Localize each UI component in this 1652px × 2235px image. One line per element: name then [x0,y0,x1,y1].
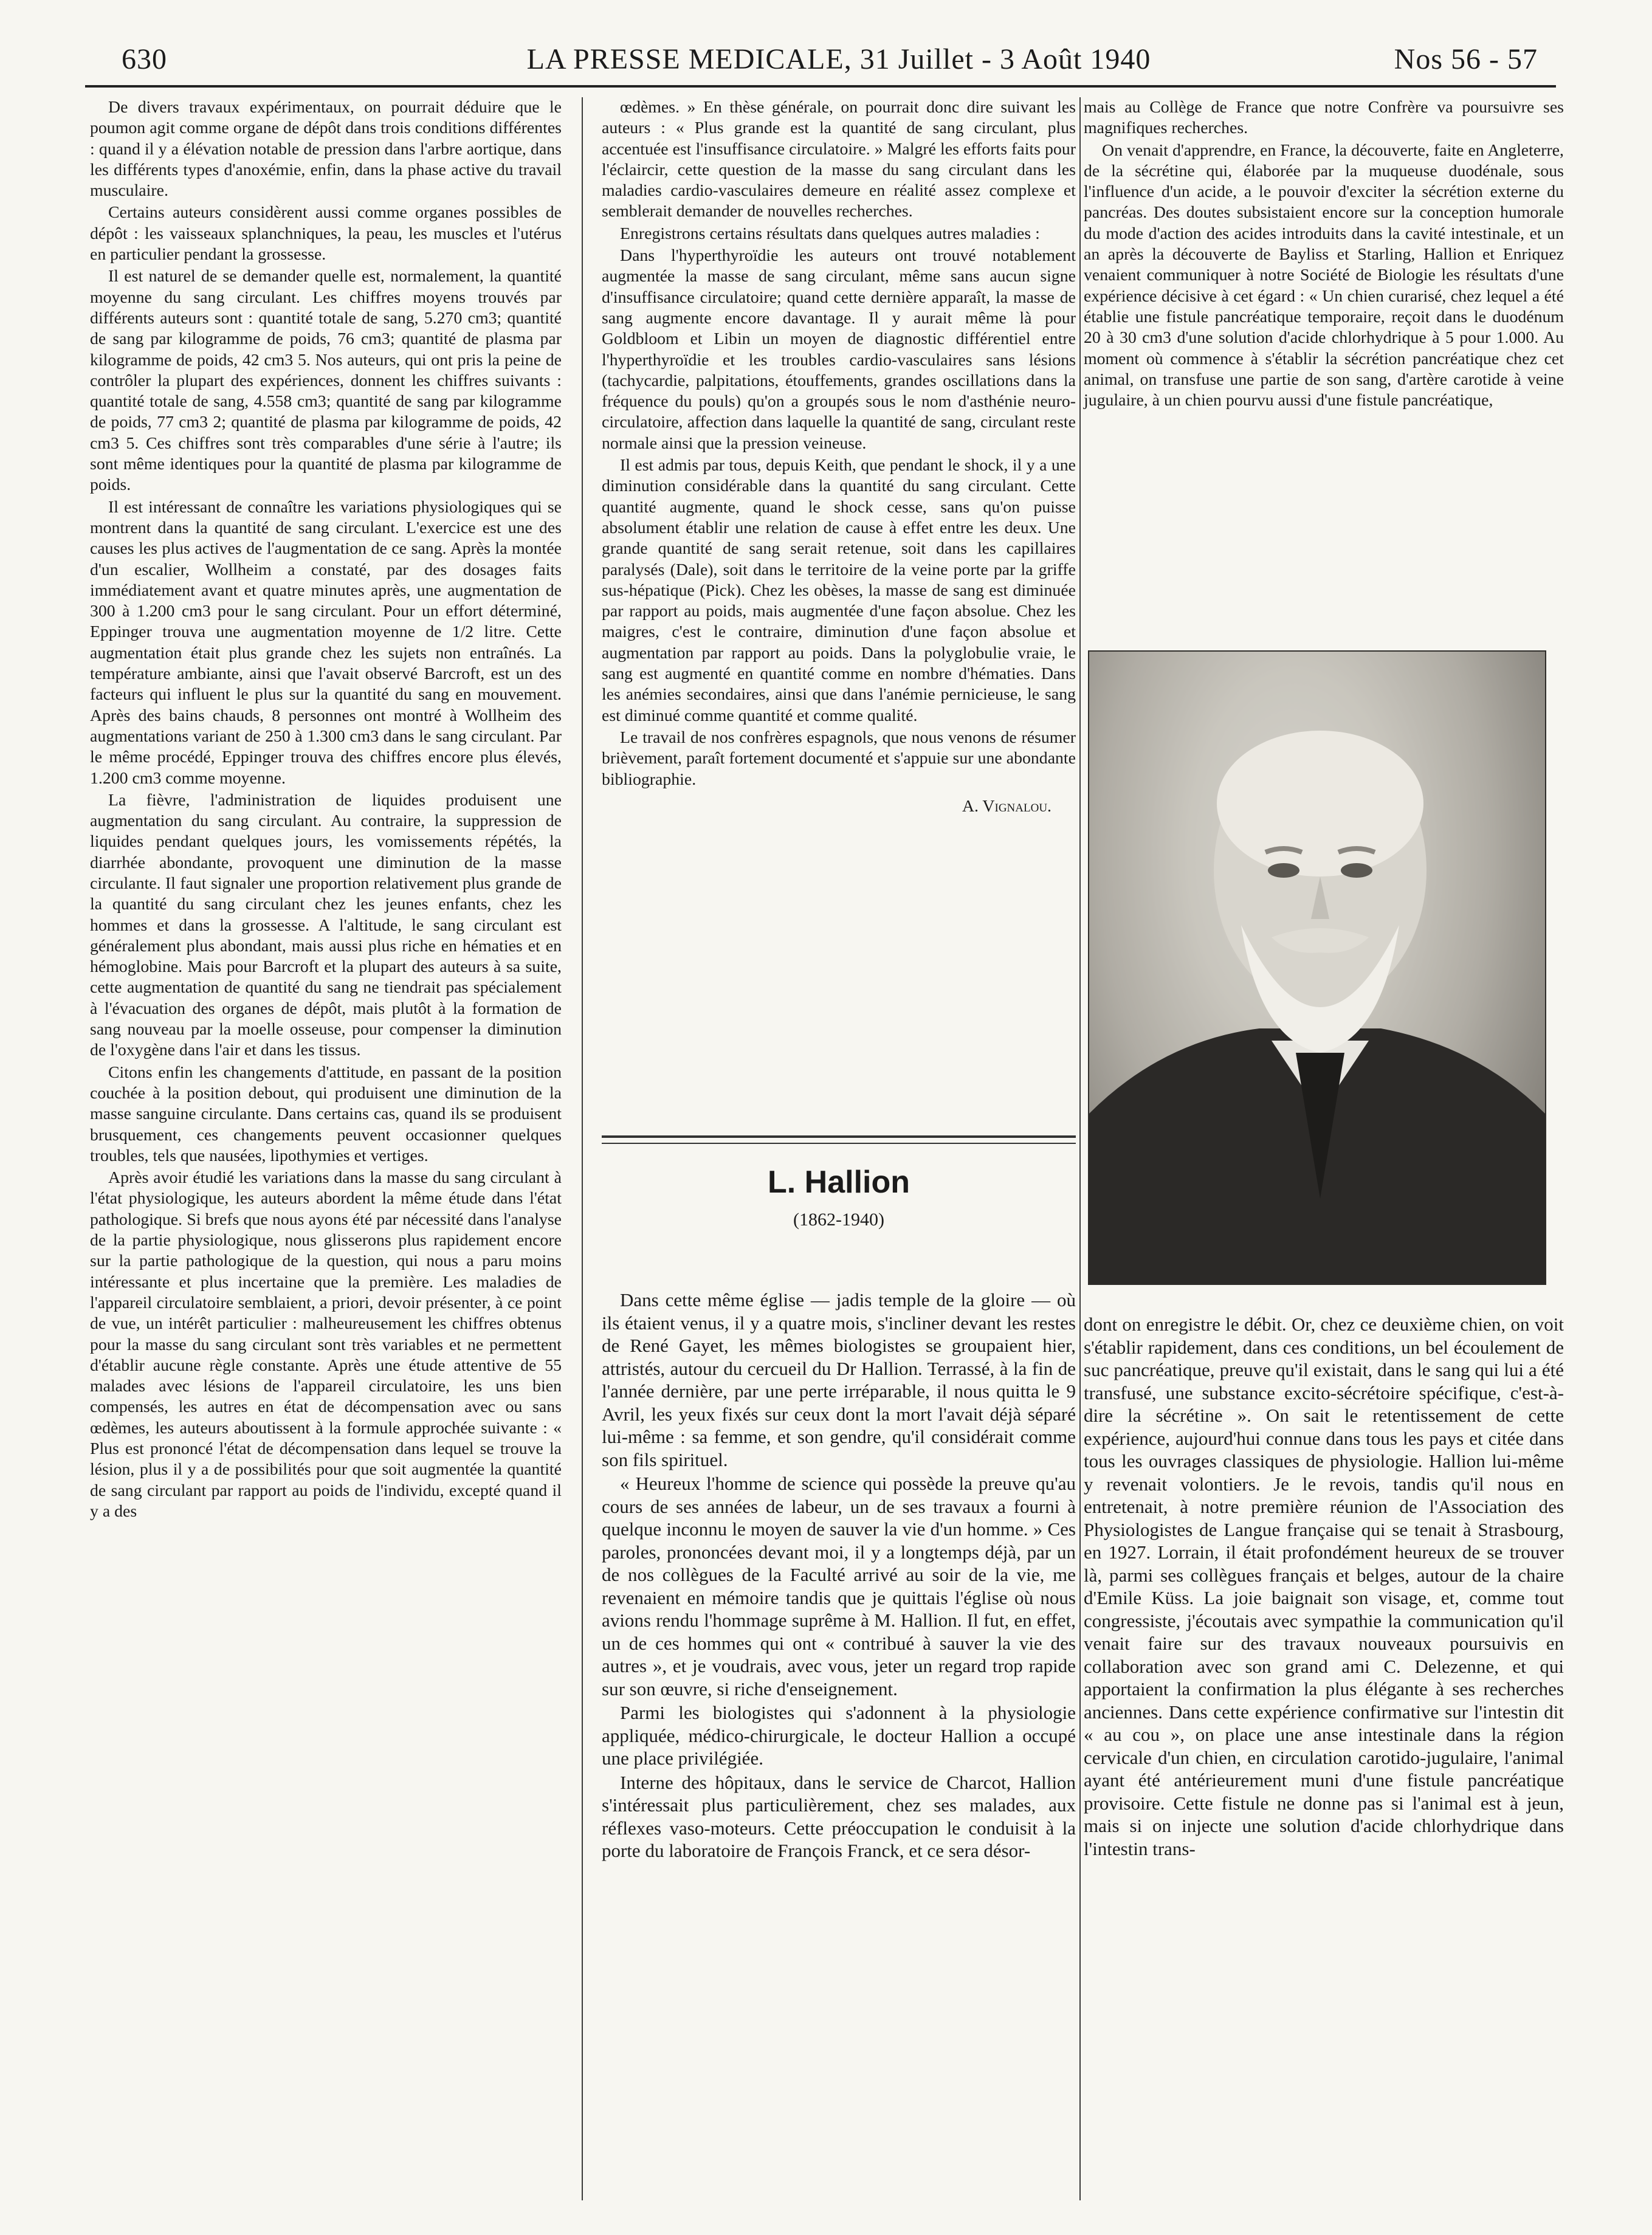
paragraph: dont on enregistre le débit. Or, chez ce deuxième chien, on voit s'établir rapidement, dans ces conditions, un bel écoulement de suc pancréatique, preuve qu'il existait, dans le sang qui lui a été transfusé, une substance excito-sécrétoire spécifique, c'est-à-dire la sécrétine ». On sait le retentissement de cette expérience, aujourd'hui connue dans tous les pays et citée dans tous les ouvrages classiques de physiologie. Hallion lui-même y revenait volontiers. Je le revois, tandis qu'il nous en entretenait, à notre première réunion de l'Association des Physiologistes de Langue française qui se tenait à Strasbourg, en 1927. Lorrain, il était profondément heureux de se trouver là, parmi ses collègues français et belges, autour de la chaire d'Emile Küss. La joie baignait son visage, et, comme tout congressiste, j'écoutais avec sympathie la communication qu'il venait faire sur des travaux nouveaux poursuivis en collaboration avec son grand ami C. Delezenne, et qui apportaient la confirmation la plus élégante à ses recherches anciennes. Dans cette expérience confirmative sur l'intestin dit « au cou », on place une anse intestinale dans la région cervicale d'un chien, en circulation carotido-jugulaire, l'animal ayant été antérieurement muni d'une fistule pancréatique provisoire. Cette fistule ne donne pas si l'animal est à jeun, mais si on injecte une solution d'acide chlorhydrique dans l'intestin trans- [1084,1314,1564,1859]
paragraph: Il est naturel de se demander quelle est, normalement, la quantité moyenne du sang circulant. Les chiffres moyens trouvés par différents auteurs sont : quantité totale de sang, 5.270 cm3; quantité de sang par kilogramme de poids, 76 cm3; quantité de plasma par kilogramme de poids, 42 cm3 5. Nos auteurs, qui ont pris la peine de contrôler la plupart des expériences, donnent les chiffres suivants : quantité totale de sang, 4.558 cm3; quantité de sang par kilogramme de poids, 77 cm3 2; quantité de plasma par kilogramme de poids, 42 cm3 5. Ces chiffres sont très comparables d'une série à l'autre; ils sont même identiques pour la quantité de plasma par kilogramme de poids. [90,267,562,495]
paragraph: mais au Collège de France que notre Confrère va poursuivre ses magnifiques recherches. [1084,98,1564,138]
obituary-column-right [1084,1313,1564,2200]
portrait-image [1089,652,1545,1284]
paragraph: Parmi les biologistes qui s'adonnent à la physiologie appliquée, médico-chirurgicale, le docteur Hallion a occupé une place privilégiée. [602,1702,1076,1769]
paragraph: Enregistrons certains résultats dans quelques autres maladies : [620,224,1040,243]
page-header [122,36,1538,79]
paragraph: La fièvre, l'administration de liquides produisent une augmentation du sang circulant. Au contraire, la suppression de liquides pendant quelques jours, les vomissements répétés, la diarrhée abondante, provoquent une diminution de la masse circulante. Il faut signaler une proportion relativement plus grande de la quantité du sang circulant chez les jeunes enfants, chez les hommes et dans la grossesse. A l'altitude, le sang circulant est généralement plus abondant, mais aussi plus riche en hématies et en hémoglobine. Mais pour Barcroft et la plupart des auteurs à sa suite, cette augmentation de quantité du sang ne tiendrait pas spécialement à l'évacuation des organes de dépôt, mais plutôt à la formation de sang nouveau par la moelle osseuse, pour compenser la diminution de l'oxygène dans l'air et dans les tissus. [90,790,562,1060]
paragraph: Le travail de nos confrères espagnols, que nous venons de résumer brièvement, paraît fortement documenté et s'appuie sur une abondante bibliographie. [602,728,1076,789]
paragraph: De divers travaux expérimentaux, on pourrait déduire que le poumon agit comme organe de dépôt dans trois conditions différentes : quand il y a élévation notable de pression dans l'arbre aortique, dans les différents types d'anoxémie, enfin, dans la phase active du travail musculaire. [90,98,562,201]
paragraph: Dans cette même église — jadis temple de la gloire — où ils étaient venus, il y a quatre mois, s'incliner devant les restes de René Gayet, les mêmes biologistes se groupaient hier, attristés, autour du cercueil du Dr Hallion. Terrassé, à la fin de l'année dernière, par une perte irréparable, il nous quitta le 9 Avril, les yeux fixés sur ceux dont la mort l'avait déjà séparé lui-même : sa femme, et son gendre, qu'il considérait comme son fils spirituel. [602,1289,1076,1470]
obituary-name: L. Hallion [768,1165,910,1200]
header-rule [85,85,1556,88]
paragraph: Dans l'hyperthyroïdie les auteurs ont trouvé notablement augmentée la masse de sang circulant, même sans aucun signe d'insuffisance circulatoire; quand cette dernière apparaît, la masse de sang augmente encore davantage. Il y aurait même là pour Goldbloom et Libin un moyen de diagnostic différentiel entre l'hyperthyroïdie et les troubles cardio-vasculaires sans lésions (tachycardie, palpitations, étouffements, grandes oscillations dans la fréquence du pouls) qu'on a groupés sous le nom d'asthénie neuro-circulatoire, affection dans laquelle la quantité de sang, circulant reste normale ainsi que la pression veineuse. [602,246,1076,453]
page-number: 630 [122,43,167,75]
column-2 [602,97,1076,1094]
paragraph: Citons enfin les changements d'attitude, en passant de la position couchée à la position debout, qui produisent une diminution de la masse sanguine circulante. Dans certains cas, quand ils se produisent brusquement, ces changements peuvent occasionner quelques troubles, tels que nausées, lipothymies et vertiges. [90,1062,562,1165]
paragraph: Après avoir étudié les variations dans la masse du sang circulant à l'état physiologique, les auteurs abordent la même étude dans l'état pathologique. Si brefs que nous ayons été par nécessité dans l'analyse de la partie physiologique, nous glisserons plus rapidement encore sur la partie pathologique de la question, qui nous a paru moins intéressante et plus incertaine que la première. Les maladies de l'appareil circulatoire semblaient, a priori, devoir présenter, à ce point de vue, un intérêt particulier : malheureusement les chiffres obtenus pour la masse du sang circulant sont très variables et ne permettent d'établir aucune règle constante. Après une étude attentive de 55 malades avec lésions de l'appareil circulatoire, les uns bien compensés, les autres en état de décompensation avec ou sans œdèmes, les auteurs aboutissent à la formule approchée suivante : « Plus est prononcé l'état de décompensation dans lequel se trouve la lésion, plus il y a de possibilités pour que soit augmentée la quantité de sang circulant par rapport au poids de l'individu, excepté quand il y a des [90,1168,562,1521]
column-3 [1084,97,1564,705]
author-signature: A. Vignalou. [962,796,1051,816]
column-1 [90,97,562,2200]
section-divider [602,1143,1076,1144]
paragraph: Il est admis par tous, depuis Keith, que pendant le shock, il y a une diminution considérable dans la quantité du sang circulant. Cette quantité augmente, quand le shock cesse, sans qu'on puisse absolument établir une relation de cause à effet entre les deux. Une grande quantité de sang serait retenue, soit dans les capillaires paralysés (Dale), soit dans le territoire de la veine porte par la griffe sus-hépatique (Pick). Chez les obèses, la masse de sang est diminuée par rapport au poids, mais augmentée d'une façon absolue. Chez les maigres, c'est le contraire, diminution d'une façon absolue et augmentation par rapport au poids. Dans la polyglobulie vraie, le sang est augmenté en quantité comme en nombre d'hématies. Dans les anémies secondaires, ainsi que dans l'anémie pernicieuse, le sang est diminué comme quantité et comme qualité. [602,456,1076,725]
paragraph: Certains auteurs considèrent aussi comme organes possibles de dépôt : les vaisseaux splanchniques, la peau, les muscles et l'utérus en particulier pendant la grossesse. [90,203,562,264]
paragraph: œdèmes. » En thèse générale, on pourrait donc dire suivant les auteurs : « Plus grande est la quantité de sang circulant, plus accentuée est l'insuffisance circulatoire. » Malgré les efforts faits pour l'éclaircir, cette question de la masse du sang circulant dans les maladies cardio-vasculaires demeure en réalité assez complexe et semblerait demander de nouvelles recherches. [602,98,1076,221]
obituary-dates: (1862-1940) [793,1210,884,1230]
paragraph: Il est intéressant de connaître les variations physiologiques qui se montrent dans la quantité de sang circulant. L'exercice est une des causes les plus actives de l'augmentation de ce sang. Après la montée d'un escalier, Wollheim a constaté, par des dosages faits immédiatement avant et quatre minutes après, une augmentation de 300 à 1.200 cm3 pour le sang circulant. Pour un effort déterminé, Eppinger trouva une augmentation moyenne de 1/2 litre. Cette augmentation était plus grande chez les sujets non entraînés. La température ambiante, ainsi que l'avait observé Barcroft, est un des facteurs qui influent le plus sur la quantité du sang en mouvement. Après des bains chauds, 8 personnes ont montré à Wollheim des augmentations variant de 250 à 1.300 cm3 dans le sang circulant. Par le même procédé, Eppinger trouva des chiffres encore plus élevés, 1.200 cm3 comme moyenne. [90,497,562,788]
column-divider [582,97,583,2200]
obituary-column-left [602,1289,1076,2200]
portrait-photo [1088,650,1546,1285]
paragraph: Interne des hôpitaux, dans le service de Charcot, Hallion s'intéressait plus particulièrement, chez ses malades, aux réflexes vaso-moteurs. Cette préoccupation le conduisit à la porte du laboratoire de François Franck, et ce sera désor- [602,1771,1076,1861]
journal-title: LA PRESSE MEDICALE, 31 Juillet - 3 Août 1940 [526,43,1151,75]
section-divider [602,1135,1076,1138]
column-divider [1079,97,1081,2200]
issue-number: Nos 56 - 57 [1394,43,1538,75]
paragraph: On venait d'apprendre, en France, la découverte, faite en Angleterre, de la sécrétine qui, élaborée par la muqueuse duodénale, sous l'influence d'un acide, a le pouvoir d'exciter la sécrétion externe du pancréas. Des doutes subsistaient encore sur la conception humorale du mode d'action des acides introduits dans la cavité intestinale, et un an après la découverte de Bayliss et Starling, Hallion et Enriquez venaient communiquer à notre Société de Biologie les résultats d'une expérience décisive à cet égard : « Un chien curarisé, chez lequel a été établie une fistule pancréatique temporaire, reçoit dans le duodénum 20 à 30 cm3 d'une solution d'acide chlorhydrique à 5 pour 1.000. Au moment où commence à s'établir la sécrétion pancréatique chez cet animal, on transfuse une partie de son sang, d'artère carotide à veine jugulaire, à un chien pourvu aussi d'une fistule pancréatique, [1084,140,1564,410]
paragraph: « Heureux l'homme de science qui possède la preuve qu'au cours de ses années de labeur, un de ses travaux a fourni à quelque inconnu le moyen de sauver la vie d'un homme. » Ces paroles, prononcées devant moi, il y a longtemps déjà, par un de nos collègues de la Faculté arrivé au soir de la vie, me revenaient en mémoire tandis que je quittais l'église où nous avions rendu l'hommage suprême à M. Hallion. Il fut, en effet, un de ces hommes qui ont « contribué à sauver la vie des autres », et je voudrais, avec vous, jeter un regard trop rapide sur son œuvre, si riche d'enseignement. [602,1473,1076,1699]
